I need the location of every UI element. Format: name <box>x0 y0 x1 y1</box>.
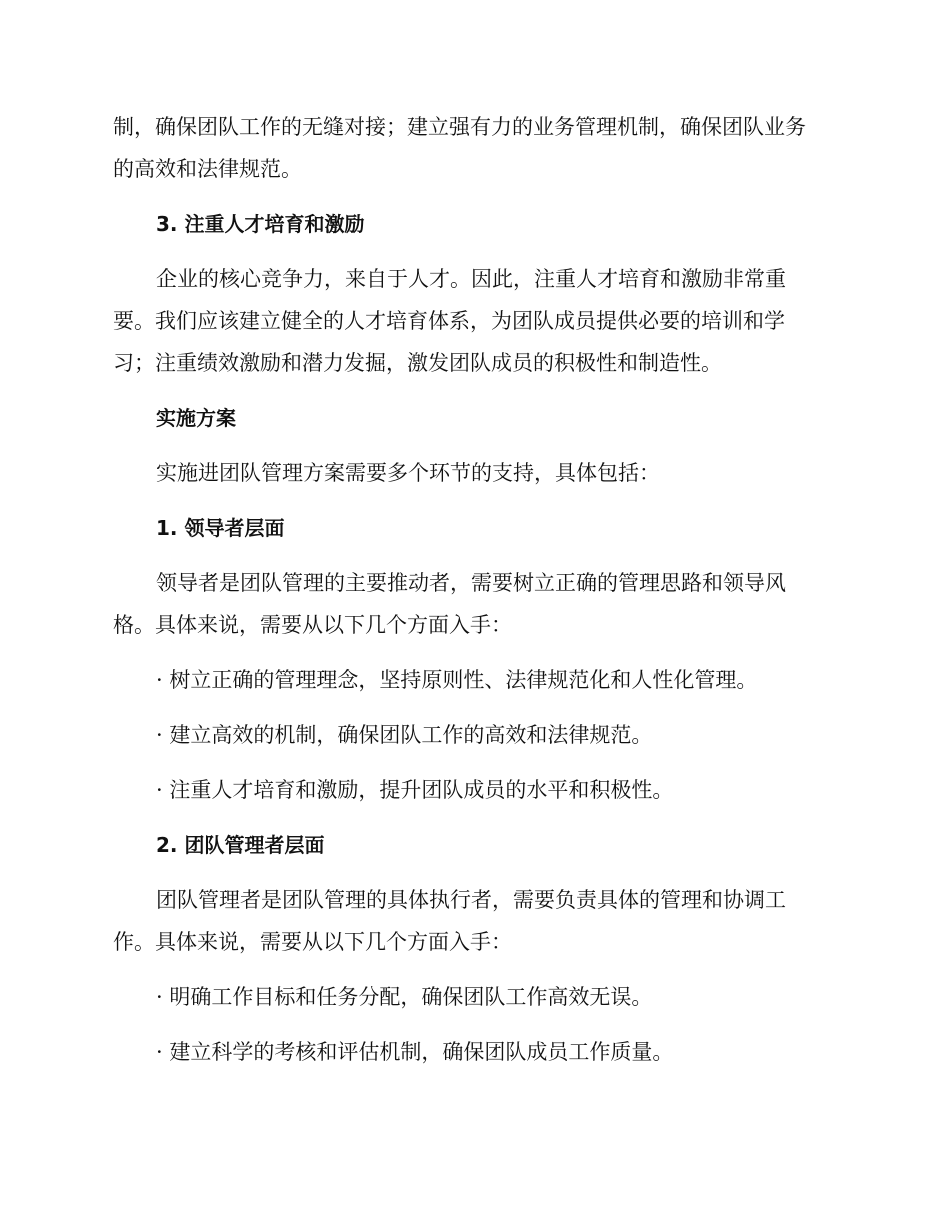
talent-paragraph-line-2: 要。我们应该建立健全的人才培育体系，为团队成员提供必要的培训和学 <box>113 309 785 333</box>
talent-paragraph-line-3: 习；注重绩效激励和潜力发掘，激发团队成员的积极性和制造性。 <box>113 351 722 375</box>
section-heading-implementation: 实施方案 <box>156 406 236 430</box>
manager-paragraph-line-1: 团队管理者是团队管理的具体执行者，需要负责具体的管理和协调工 <box>156 888 786 912</box>
section-heading-talent: 3. 注重人才培育和激励 <box>156 212 365 236</box>
implementation-intro: 实施进团队管理方案需要多个环节的支持，具体包括： <box>156 461 660 485</box>
manager-bullet-item: · 建立科学的考核和评估机制，确保团队成员工作质量。 <box>156 1040 674 1064</box>
talent-paragraph-line-1: 企业的核心竞争力，来自于人才。因此，注重人才培育和激励非常重 <box>156 267 786 291</box>
section-heading-manager: 2. 团队管理者层面 <box>156 833 325 857</box>
leader-paragraph-line-1: 领导者是团队管理的主要推动者，需要树立正确的管理思路和领导风 <box>156 571 786 595</box>
section-heading-leader: 1. 领导者层面 <box>156 516 285 540</box>
continuation-line-1: 制，确保团队工作的无缝对接；建立强有力的业务管理机制，确保团队业务 <box>113 115 806 139</box>
leader-bullet-item: · 注重人才培育和激励，提升团队成员的水平和积极性。 <box>156 778 674 802</box>
manager-paragraph-line-2: 作。具体来说，需要从以下几个方面入手： <box>113 930 512 954</box>
leader-bullet-item: · 树立正确的管理理念，坚持原则性、法律规范化和人性化管理。 <box>156 668 758 692</box>
manager-bullet-item: · 明确工作目标和任务分配，确保团队工作高效无误。 <box>156 985 653 1009</box>
leader-bullet-item: · 建立高效的机制，确保团队工作的高效和法律规范。 <box>156 723 653 747</box>
continuation-line-2: 的高效和法律规范。 <box>113 157 302 181</box>
leader-paragraph-line-2: 格。具体来说，需要从以下几个方面入手： <box>113 613 512 637</box>
